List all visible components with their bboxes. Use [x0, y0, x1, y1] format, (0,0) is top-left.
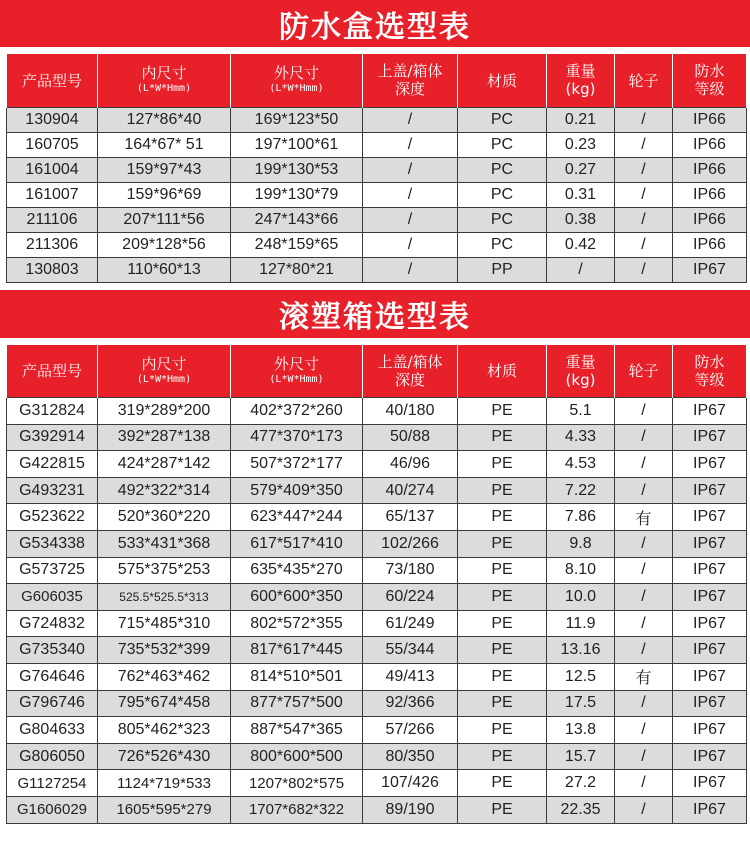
- cell-depth: 107/426: [363, 770, 458, 797]
- table-row: [7, 157, 747, 182]
- header-model: 产品型号: [7, 54, 98, 107]
- cell-material: PC: [458, 107, 547, 132]
- header-material: 材质: [458, 54, 547, 107]
- cell-outer: 402*372*260: [231, 398, 363, 425]
- cell-wheels: /: [615, 232, 673, 257]
- table-row: [7, 530, 747, 557]
- cell-rating: IP66: [673, 107, 747, 132]
- cell-outer: 635*435*270: [231, 557, 363, 584]
- table-row: [7, 232, 747, 257]
- table-row: [7, 717, 747, 744]
- header-model: 产品型号: [7, 345, 98, 398]
- cell-outer: 1707*682*322: [231, 796, 363, 823]
- cell-weight: 12.5: [547, 663, 615, 690]
- cell-inner: 424*287*142: [98, 451, 231, 478]
- cell-inner: 715*485*310: [98, 610, 231, 637]
- cell-wheels: /: [615, 157, 673, 182]
- header-material: 材质: [458, 345, 547, 398]
- header-rating: 防水 等级: [673, 54, 747, 107]
- cell-depth: 40/274: [363, 477, 458, 504]
- cell-wheels: /: [615, 107, 673, 132]
- cell-weight: 17.5: [547, 690, 615, 717]
- table-row: [7, 690, 747, 717]
- header-inner-size: 内尺寸 (L*W*Hmm): [98, 54, 231, 107]
- table-row: [7, 637, 747, 664]
- cell-material: PE: [458, 663, 547, 690]
- table-row: [7, 557, 747, 584]
- cell-rating: IP67: [673, 557, 747, 584]
- table-row: [7, 796, 747, 823]
- cell-wheels: 有: [615, 504, 673, 531]
- header-rating: 防水 等级: [673, 345, 747, 398]
- cell-rating: IP67: [673, 257, 747, 282]
- header-weight: 重量 (kg): [547, 54, 615, 107]
- cell-material: PE: [458, 796, 547, 823]
- cell-model: 211106: [7, 207, 98, 232]
- cell-wheels: /: [615, 398, 673, 425]
- cell-rating: IP66: [673, 182, 747, 207]
- cell-outer: 814*510*501: [231, 663, 363, 690]
- cell-model: 160705: [7, 132, 98, 157]
- cell-material: PC: [458, 207, 547, 232]
- header-weight: 重量 (kg): [547, 345, 615, 398]
- cell-outer: 197*100*61: [231, 132, 363, 157]
- cell-weight: 0.23: [547, 132, 615, 157]
- cell-material: PE: [458, 530, 547, 557]
- header-depth: 上盖/箱体 深度: [363, 345, 458, 398]
- cell-weight: 13.8: [547, 717, 615, 744]
- cell-wheels: /: [615, 770, 673, 797]
- cell-material: PE: [458, 451, 547, 478]
- cell-depth: 80/350: [363, 743, 458, 770]
- cell-material: PC: [458, 232, 547, 257]
- cell-model: G1127254: [7, 770, 98, 797]
- cell-depth: 40/180: [363, 398, 458, 425]
- cell-model: 211306: [7, 232, 98, 257]
- cell-depth: /: [363, 132, 458, 157]
- cell-material: PE: [458, 610, 547, 637]
- cell-inner: 1605*595*279: [98, 796, 231, 823]
- cell-weight: 0.31: [547, 182, 615, 207]
- cell-weight: 4.33: [547, 424, 615, 451]
- cell-weight: 0.38: [547, 207, 615, 232]
- waterproof-box-table: [6, 54, 747, 283]
- cell-depth: 89/190: [363, 796, 458, 823]
- cell-weight: 7.22: [547, 477, 615, 504]
- cell-model: G735340: [7, 637, 98, 664]
- header-wheels: 轮子: [615, 54, 673, 107]
- cell-depth: 50/88: [363, 424, 458, 451]
- cell-weight: 13.16: [547, 637, 615, 664]
- cell-rating: IP66: [673, 157, 747, 182]
- cell-wheels: /: [615, 743, 673, 770]
- cell-inner: 110*60*13: [98, 257, 231, 282]
- cell-weight: 9.8: [547, 530, 615, 557]
- table-row: [7, 182, 747, 207]
- cell-rating: IP67: [673, 477, 747, 504]
- cell-outer: 617*517*410: [231, 530, 363, 557]
- cell-rating: IP67: [673, 610, 747, 637]
- cell-outer: 477*370*173: [231, 424, 363, 451]
- cell-outer: 507*372*177: [231, 451, 363, 478]
- cell-inner: 392*287*138: [98, 424, 231, 451]
- cell-wheels: 有: [615, 663, 673, 690]
- section1-title: 防水盒选型表: [0, 0, 750, 47]
- cell-inner: 1124*719*533: [98, 770, 231, 797]
- cell-rating: IP67: [673, 584, 747, 611]
- cell-wheels: /: [615, 182, 673, 207]
- cell-wheels: /: [615, 477, 673, 504]
- cell-depth: /: [363, 257, 458, 282]
- cell-weight: 0.27: [547, 157, 615, 182]
- header-wheels: 轮子: [615, 345, 673, 398]
- table-row: [7, 477, 747, 504]
- cell-material: PE: [458, 690, 547, 717]
- cell-outer: 817*617*445: [231, 637, 363, 664]
- cell-material: PC: [458, 157, 547, 182]
- cell-inner: 525.5*525.5*313: [98, 584, 231, 611]
- cell-outer: 600*600*350: [231, 584, 363, 611]
- cell-model: G493231: [7, 477, 98, 504]
- cell-weight: 0.42: [547, 232, 615, 257]
- cell-model: G804633: [7, 717, 98, 744]
- cell-wheels: /: [615, 530, 673, 557]
- cell-depth: /: [363, 207, 458, 232]
- cell-wheels: /: [615, 584, 673, 611]
- cell-outer: 887*547*365: [231, 717, 363, 744]
- cell-model: 161007: [7, 182, 98, 207]
- cell-depth: 102/266: [363, 530, 458, 557]
- cell-weight: /: [547, 257, 615, 282]
- cell-outer: 877*757*500: [231, 690, 363, 717]
- table-row: [7, 584, 747, 611]
- cell-rating: IP67: [673, 398, 747, 425]
- cell-outer: 169*123*50: [231, 107, 363, 132]
- cell-depth: 73/180: [363, 557, 458, 584]
- cell-model: G573725: [7, 557, 98, 584]
- cell-material: PE: [458, 398, 547, 425]
- cell-weight: 7.86: [547, 504, 615, 531]
- table-row: [7, 743, 747, 770]
- cell-depth: 57/266: [363, 717, 458, 744]
- table-row: [7, 610, 747, 637]
- cell-inner: 762*463*462: [98, 663, 231, 690]
- cell-weight: 10.0: [547, 584, 615, 611]
- cell-outer: 800*600*500: [231, 743, 363, 770]
- cell-material: PC: [458, 182, 547, 207]
- cell-material: PP: [458, 257, 547, 282]
- cell-rating: IP67: [673, 451, 747, 478]
- cell-material: PE: [458, 424, 547, 451]
- cell-material: PE: [458, 504, 547, 531]
- cell-model: G392914: [7, 424, 98, 451]
- cell-rating: IP67: [673, 424, 747, 451]
- cell-material: PC: [458, 132, 547, 157]
- cell-rating: IP67: [673, 663, 747, 690]
- cell-inner: 159*97*43: [98, 157, 231, 182]
- cell-model: G606035: [7, 584, 98, 611]
- cell-outer: 802*572*355: [231, 610, 363, 637]
- cell-model: G1606029: [7, 796, 98, 823]
- table-row: [7, 207, 747, 232]
- table-header-row: [7, 54, 747, 107]
- cell-rating: IP67: [673, 504, 747, 531]
- cell-wheels: /: [615, 717, 673, 744]
- cell-material: PE: [458, 637, 547, 664]
- table-row: [7, 424, 747, 451]
- cell-inner: 726*526*430: [98, 743, 231, 770]
- cell-rating: IP67: [673, 796, 747, 823]
- cell-rating: IP67: [673, 530, 747, 557]
- section2-title: 滚塑箱选型表: [0, 290, 750, 338]
- cell-inner: 209*128*56: [98, 232, 231, 257]
- cell-weight: 22.35: [547, 796, 615, 823]
- cell-outer: 247*143*66: [231, 207, 363, 232]
- cell-depth: 55/344: [363, 637, 458, 664]
- table-row: [7, 398, 747, 425]
- cell-inner: 127*86*40: [98, 107, 231, 132]
- cell-material: PE: [458, 477, 547, 504]
- cell-inner: 735*532*399: [98, 637, 231, 664]
- cell-model: G523622: [7, 504, 98, 531]
- cell-model: G764646: [7, 663, 98, 690]
- cell-model: 161004: [7, 157, 98, 182]
- cell-depth: /: [363, 232, 458, 257]
- cell-model: 130904: [7, 107, 98, 132]
- cell-model: G796746: [7, 690, 98, 717]
- table-row: [7, 663, 747, 690]
- cell-depth: 61/249: [363, 610, 458, 637]
- cell-outer: 199*130*79: [231, 182, 363, 207]
- cell-inner: 575*375*253: [98, 557, 231, 584]
- cell-model: G312824: [7, 398, 98, 425]
- cell-wheels: /: [615, 424, 673, 451]
- cell-model: G534338: [7, 530, 98, 557]
- header-inner-size: 内尺寸 (L*W*Hmm): [98, 345, 231, 398]
- table-row: [7, 107, 747, 132]
- cell-material: PE: [458, 717, 547, 744]
- cell-wheels: /: [615, 132, 673, 157]
- cell-rating: IP67: [673, 743, 747, 770]
- table-row: [7, 504, 747, 531]
- cell-depth: 92/366: [363, 690, 458, 717]
- table-row: [7, 770, 747, 797]
- cell-inner: 159*96*69: [98, 182, 231, 207]
- cell-inner: 492*322*314: [98, 477, 231, 504]
- cell-weight: 8.10: [547, 557, 615, 584]
- cell-outer: 248*159*65: [231, 232, 363, 257]
- cell-rating: IP66: [673, 232, 747, 257]
- cell-wheels: /: [615, 690, 673, 717]
- cell-material: PE: [458, 584, 547, 611]
- table-row: [7, 257, 747, 282]
- cell-inner: 164*67* 51: [98, 132, 231, 157]
- cell-weight: 0.21: [547, 107, 615, 132]
- cell-material: PE: [458, 557, 547, 584]
- cell-rating: IP66: [673, 132, 747, 157]
- header-outer-size: 外尺寸 (L*W*Hmm): [231, 345, 363, 398]
- cell-wheels: /: [615, 637, 673, 664]
- cell-inner: 319*289*200: [98, 398, 231, 425]
- cell-model: G806050: [7, 743, 98, 770]
- cell-weight: 5.1: [547, 398, 615, 425]
- cell-inner: 533*431*368: [98, 530, 231, 557]
- cell-rating: IP67: [673, 637, 747, 664]
- cell-wheels: /: [615, 451, 673, 478]
- cell-depth: 65/137: [363, 504, 458, 531]
- cell-depth: /: [363, 157, 458, 182]
- cell-depth: 60/224: [363, 584, 458, 611]
- cell-outer: 127*80*21: [231, 257, 363, 282]
- cell-depth: /: [363, 107, 458, 132]
- cell-rating: IP67: [673, 690, 747, 717]
- cell-wheels: /: [615, 796, 673, 823]
- cell-wheels: /: [615, 610, 673, 637]
- header-depth: 上盖/箱体 深度: [363, 54, 458, 107]
- cell-weight: 27.2: [547, 770, 615, 797]
- table-header-row: [7, 345, 747, 398]
- cell-weight: 4.53: [547, 451, 615, 478]
- cell-wheels: /: [615, 257, 673, 282]
- cell-depth: /: [363, 182, 458, 207]
- cell-inner: 795*674*458: [98, 690, 231, 717]
- table-row: [7, 451, 747, 478]
- cell-rating: IP67: [673, 717, 747, 744]
- cell-depth: 49/413: [363, 663, 458, 690]
- cell-weight: 15.7: [547, 743, 615, 770]
- cell-outer: 623*447*244: [231, 504, 363, 531]
- cell-weight: 11.9: [547, 610, 615, 637]
- header-outer-size: 外尺寸 (L*W*Hmm): [231, 54, 363, 107]
- cell-model: 130803: [7, 257, 98, 282]
- cell-outer: 199*130*53: [231, 157, 363, 182]
- cell-model: G422815: [7, 451, 98, 478]
- rotomolded-case-table: [6, 345, 747, 824]
- cell-material: PE: [458, 743, 547, 770]
- cell-wheels: /: [615, 557, 673, 584]
- cell-outer: 1207*802*575: [231, 770, 363, 797]
- cell-model: G724832: [7, 610, 98, 637]
- cell-material: PE: [458, 770, 547, 797]
- cell-rating: IP66: [673, 207, 747, 232]
- cell-wheels: /: [615, 207, 673, 232]
- cell-rating: IP67: [673, 770, 747, 797]
- cell-outer: 579*409*350: [231, 477, 363, 504]
- cell-depth: 46/96: [363, 451, 458, 478]
- cell-inner: 805*462*323: [98, 717, 231, 744]
- cell-inner: 520*360*220: [98, 504, 231, 531]
- cell-inner: 207*111*56: [98, 207, 231, 232]
- table-row: [7, 132, 747, 157]
